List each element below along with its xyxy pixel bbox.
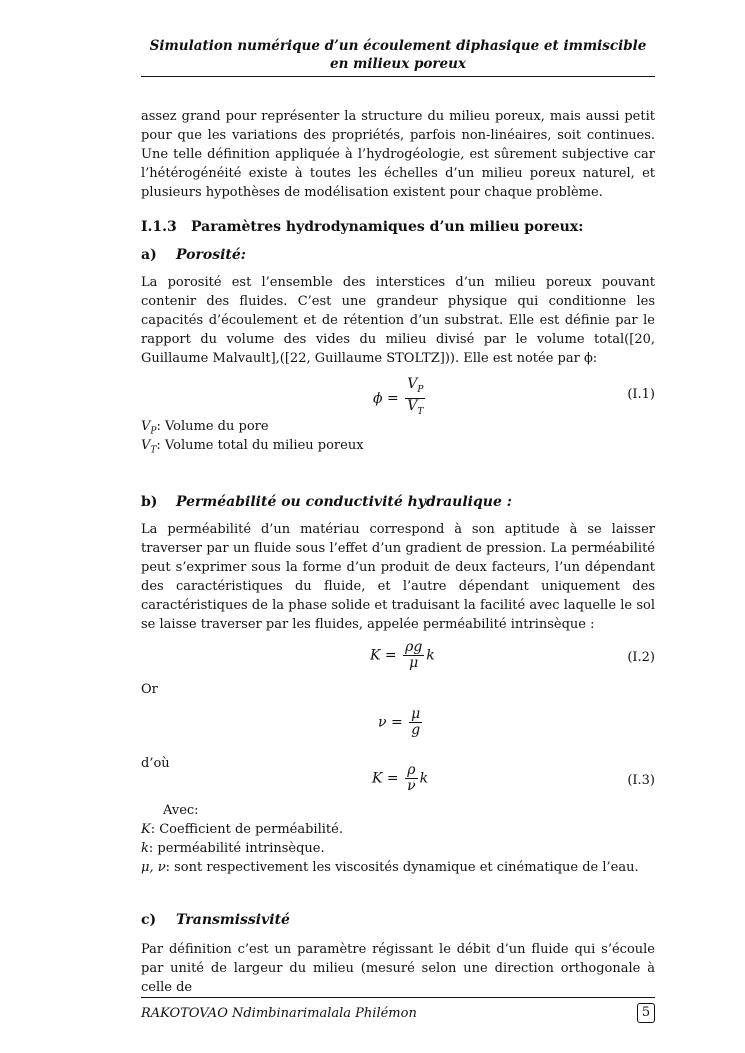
eq1-fraction	[405, 377, 425, 420]
eq-nu-numerator: μ	[411, 706, 421, 722]
header-rule	[141, 76, 655, 77]
intro-paragraph: assez grand pour représenter la structure du milieu poreux, mais aussi petit pour que les variations des propriétés, parfois non-linéaires, soit continues. Une telle définition appliquée à l’hydrogéologie, est sûrement subjective car l’hétérogénéité existe à toutes les échelles d’un milieu poreux naturel, et plusieurs hypothèses de modélisation existent pour chaque problème.	[141, 109, 655, 200]
equation-3-number: (I.3)	[627, 773, 655, 788]
section-number: I.1.3	[141, 219, 177, 235]
subsection-b-title: Perméabilité ou conductivité hydraulique :	[176, 494, 512, 510]
subsection-c-label: c)	[141, 912, 157, 928]
permeabilite-paragraph: La perméabilité d’un matériau correspond à son aptitude à se laisser traverser par un fluide sous l’effet d’un gradient de pression. La perméabilité peut s’exprimer sous la forme d’un produit de deux facteurs, l’un dépendant des caractéristiques du fluide, et l’autre dépendant uniquement des caractéristiques de la phase solide et traduisant la facilité avec laquelle le sol se laisse traverser par les fluides, appelée perméabilité intrinsèque :	[141, 522, 655, 632]
equation-2-number: (I.2)	[627, 650, 655, 665]
var-vp: $V_P$: Volume du pore	[141, 419, 269, 437]
eq-nu-denominator: g	[411, 722, 421, 738]
equation-1	[373, 377, 427, 420]
eq1-lhs: ϕ =	[373, 390, 399, 407]
var-k: k: perméabilité intrinsèque.	[141, 841, 325, 856]
subsection-a-heading	[141, 247, 246, 263]
section-heading	[141, 219, 583, 235]
equation-1-number: (I.1)	[627, 387, 655, 402]
subsection-c-title: Transmissivité	[176, 912, 290, 928]
section-title: Paramètres hydrodynamiques d’un milieu poreux:	[191, 219, 584, 235]
eq2-numerator: ρg	[405, 639, 423, 655]
or-text: Or	[141, 682, 158, 697]
dou-text: d’où	[141, 756, 170, 771]
running-header: Simulation numérique d’un écoulement diphasique et immiscible en milieux poreux	[149, 38, 647, 72]
footer-author: RAKOTOVAO Ndimbinarimalala Philémon	[141, 1006, 417, 1021]
subsection-c-heading	[141, 912, 290, 928]
footer-rule	[141, 997, 655, 998]
subsection-b-label: b)	[141, 494, 158, 510]
subsection-a-label: a)	[141, 247, 157, 263]
subsection-a-title: Porosité:	[176, 247, 246, 263]
eq1-numerator: $V_P$	[405, 377, 425, 399]
var-mu-nu: μ, ν: sont respectivement les viscosités dynamique et cinématique de l’eau.	[141, 860, 639, 875]
eq2-fraction	[403, 640, 424, 671]
avec-text: Avec:	[163, 803, 199, 818]
eq3-numerator: ρ	[405, 763, 418, 779]
page-number: 5	[637, 1003, 655, 1023]
eq-nu-fraction	[409, 707, 422, 738]
equation-2: K = $\frac{\rho g}{\mu}$ k	[370, 639, 435, 671]
eq2-denominator: μ	[409, 655, 419, 671]
equation-nu: ν = $\frac{\mu}{g}$	[378, 706, 421, 738]
eq1-denominator: $V_T$	[407, 397, 424, 417]
eq3-fraction	[405, 763, 418, 794]
equation-3: K = $\frac{\rho}{\nu}$ k	[372, 762, 429, 794]
porosite-paragraph: La porosité est l’ensemble des interstices d’un milieu poreux pouvant contenir des fluides. C’est une grandeur physique qui conditionne les capacités d’écoulement et de rétention d’un substrat. Elle est définie par le rapport du volume des vides du milieu divisé par le volume total([20, Guillaume Malvault],([22, Guillaume STOLTZ])). Elle est notée par ϕ:	[141, 275, 655, 366]
var-K: K: Coefficient de perméabilité.	[141, 822, 343, 837]
var-vt: $V_T$: Volume total du milieu poreux	[141, 438, 364, 456]
eq3-denominator: ν	[407, 778, 416, 794]
transmissivite-paragraph: Par définition c’est un paramètre régissant le débit d’un fluide qui s’écoule par unité de largeur du milieu (mesuré selon une direction orthogonale à celle de	[141, 942, 655, 995]
subsection-b-heading	[141, 494, 512, 510]
